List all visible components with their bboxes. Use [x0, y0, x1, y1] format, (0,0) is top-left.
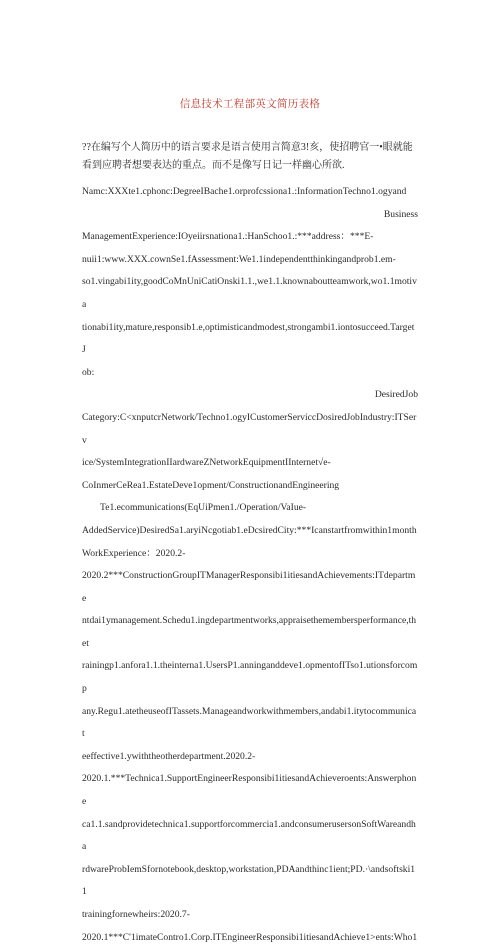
body-line: rdwareProbIemSfornotebook,desktop,workstation,PDAandthinc1ient;PD.·\andsoftski11: [82, 863, 416, 898]
body-line: so1.vingabi1ity,goodCoMnUniCatiOnski1.1.,we1.1.knownaboutteamwork,wo1.1motiva: [82, 276, 417, 310]
body-line: 2020.2***ConstructionGroupITManagerResponsibi1itiesandAchievements:ITdepartme: [82, 570, 416, 604]
body-line: AddedService)DesiredSa1.aryiNcgotiab1.eDcsiredCity:***Icanstartfromwithin1month: [82, 524, 417, 536]
body-line: trainingfornewheirs:2020.7-: [82, 909, 190, 920]
body-line: ntdai1ymanagement.Schedu1.ingdepartmentworks,appraisethemembersperformance,thet: [82, 615, 417, 649]
body-line: ob:: [82, 366, 95, 378]
body-line: ManagementExperience:IOyeiirsnationa1.:HanSchoo1.:***address：***E-: [82, 231, 374, 243]
body-line: nuii1:www.XXX.cownSe1.fAssessment:We1.1independentthinkingandprob1.em-: [82, 253, 396, 265]
body-line: DesiredJob: [374, 389, 418, 401]
intro-paragraph: ??在编写个人简历中的语言要求是语言使用言简意3!亥，使招聘官一•眼就能看到应聘者想要表达的重点。而不是像写日记一样幽心所欲.: [82, 142, 413, 171]
resume-body: [82, 181, 418, 949]
body-line: Business: [383, 208, 418, 220]
body-line: CoInmerCeRea1.EstateDeve1opment/ConstructionandEngineering: [82, 479, 340, 491]
body-line: 2020.1.***Technica1.SupportEngineerResponsibi1itiesandAchieveroents:Answerphone: [82, 773, 417, 808]
body-line: Namc:XXXte1.cphonc:DegreeIBache1.orprofcssiona1.:InformationTechno1.ogyand: [82, 186, 407, 197]
body-line: Category:C<xnputcrNetwork/Techno1.ogyICustomerServiccDosiredJobIndustry:ITServ: [82, 411, 417, 446]
body-line: tionabi1ity,mature,responsib1.e,optimisticandmodest,strongambi1.iontosucceed.TargetJ: [82, 321, 415, 356]
body-line: ice/SystemIntegrationIIardwareZNetworkEquipmentIInternet√e-: [82, 457, 331, 469]
body-line: WorkExperience：2020.2-: [82, 547, 186, 559]
body-line: 2020.1***C'1imateContro1.Corp.ITEngineerResponsibi1itiesandAchieve1>ents:Who1: [82, 931, 418, 943]
body-line: Te1.ecommunications(EqUiPmen1./Operation/VaIue-: [100, 502, 307, 514]
body-line: ca1.1.sandprovidetechnica1.supportforcommercia1.andconsumerusersonSoftWareandha: [82, 818, 416, 853]
document-title: 信息技术工程部英文简历表格: [179, 98, 321, 110]
body-line: rainingp1.anfora1.1.theinterna1.UsersP1.anninganddeve1.opmentofITso1.utionsforcomp: [82, 660, 418, 695]
body-line: eeffective1.ywiththeotherdepartment.2020.2-: [82, 750, 256, 762]
body-line: any.Regu1.atetheuseofITassets.Manageandworkwithmembers,andabi1.itytocommunicat: [82, 705, 417, 740]
